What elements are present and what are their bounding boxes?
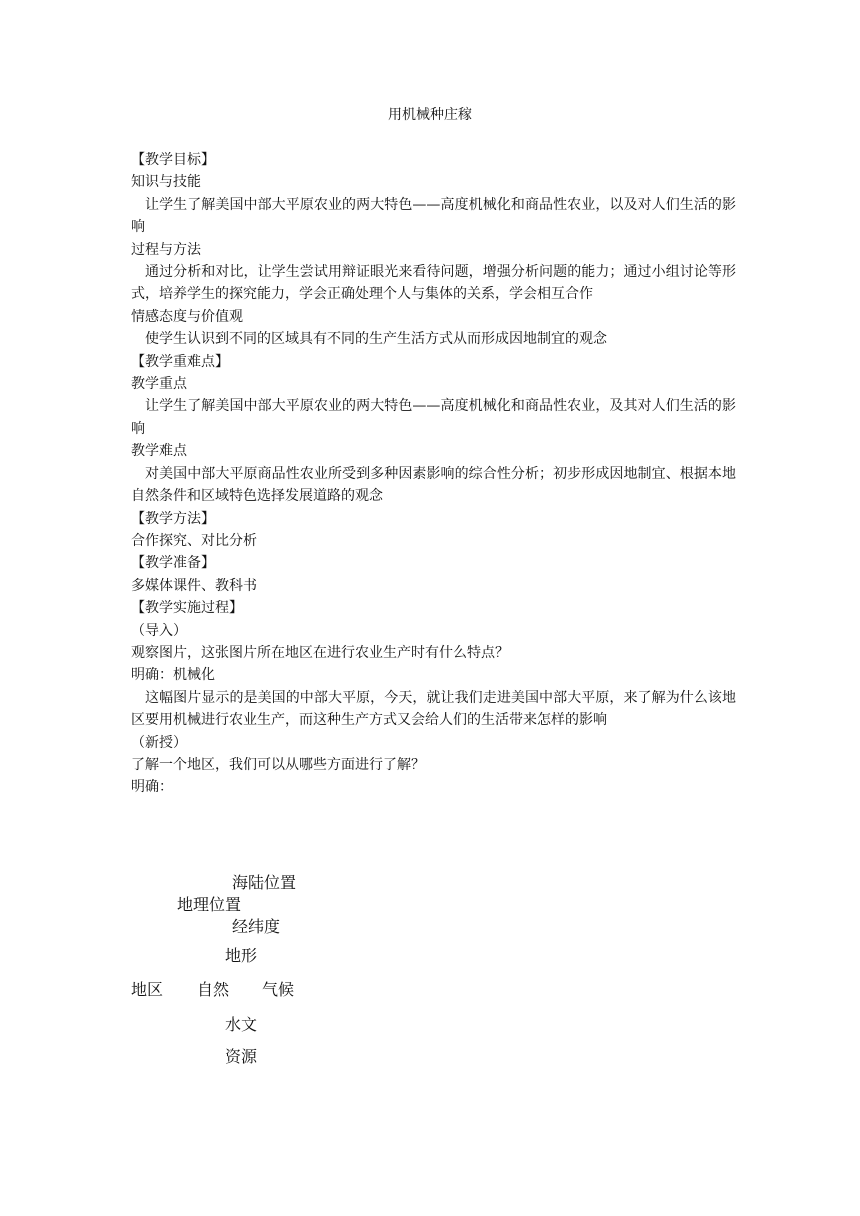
diagram-node-sea-land: 海陆位置 (232, 873, 297, 892)
subheading-new-lesson: （新授） (131, 734, 187, 751)
paragraph-question-2: 了解一个地区，我们可以从哪些方面进行了解？ (131, 756, 425, 773)
paragraph-difficult-point: 对美国中部大平原商品性农业所受到多种因素影响的综合性分析；初步形成因地制宜、根据本地自然条件和区域特色选择发展道路的观念 (131, 465, 736, 505)
subheading-process-methods: 过程与方法 (131, 241, 201, 258)
section-heading-preparation: 【教学准备】 (131, 555, 215, 572)
paragraph-attitude-values: 使学生认识到不同的区域具有不同的生产生活方式从而形成因地制宜的观念 (145, 331, 607, 348)
paragraph-process-methods: 通过分析和对比，让学生尝试用辩证眼光来看待问题，增强分析问题的能力；通过小组讨论等形式，培养学生的探究能力，学会正确处理个人与集体的关系，学会相互合作 (131, 264, 736, 303)
section-heading-methods: 【教学方法】 (131, 510, 215, 527)
subheading-knowledge-skills: 知识与技能 (131, 174, 201, 191)
paragraph-preparation: 多媒体课件、教科书 (131, 577, 257, 594)
paragraph-knowledge-skills: 让学生了解美国中部大平原农业的两大特色——高度机械化和商品性农业，以及对人们生活的影响 (131, 196, 736, 236)
paragraph-methods: 合作探究、对比分析 (131, 532, 257, 549)
subheading-difficult-point: 教学难点 (131, 443, 187, 460)
paragraph-answer-1: 明确：机械化 (131, 667, 215, 684)
section-heading-key-points: 【教学重难点】 (131, 353, 229, 370)
subheading-attitude-values: 情感态度与价值观 (131, 308, 243, 325)
paragraph-answer-2: 明确： (131, 779, 173, 796)
diagram-node-climate: 气候 (262, 980, 295, 999)
section-heading-process: 【教学实施过程】 (131, 600, 243, 617)
subheading-introduction: （导入） (131, 622, 187, 639)
diagram-node-region: 地区 (131, 980, 164, 999)
diagram-node-nature: 自然 (197, 980, 230, 999)
diagram-node-geo-position: 地理位置 (177, 895, 242, 914)
paragraph-question-1: 观察图片，这张图片所在地区在进行农业生产时有什么特点？ (131, 644, 509, 661)
diagram-node-lat-lon: 经纬度 (232, 917, 281, 936)
subheading-key-point: 教学重点 (131, 376, 187, 393)
section-heading-objectives: 【教学目标】 (131, 152, 215, 168)
paragraph-key-point: 让学生了解美国中部大平原农业的两大特色——高度机械化和商品性农业，及其对人们生活的影响 (131, 398, 736, 437)
paragraph-explanation: 这幅图片显示的是美国的中部大平原，今天，就让我们走进美国中部大平原，来了解为什么该地区要用机械进行农业生产，而这种生产方式又会给人们的生活带来怎样的影响 (131, 689, 736, 729)
diagram-node-resources: 资源 (225, 1047, 258, 1066)
diagram-node-hydrology: 水文 (225, 1015, 258, 1034)
diagram-node-terrain: 地形 (225, 946, 258, 965)
document-body (131, 149, 736, 799)
document-title: 用机械种庄稼 (388, 107, 472, 123)
